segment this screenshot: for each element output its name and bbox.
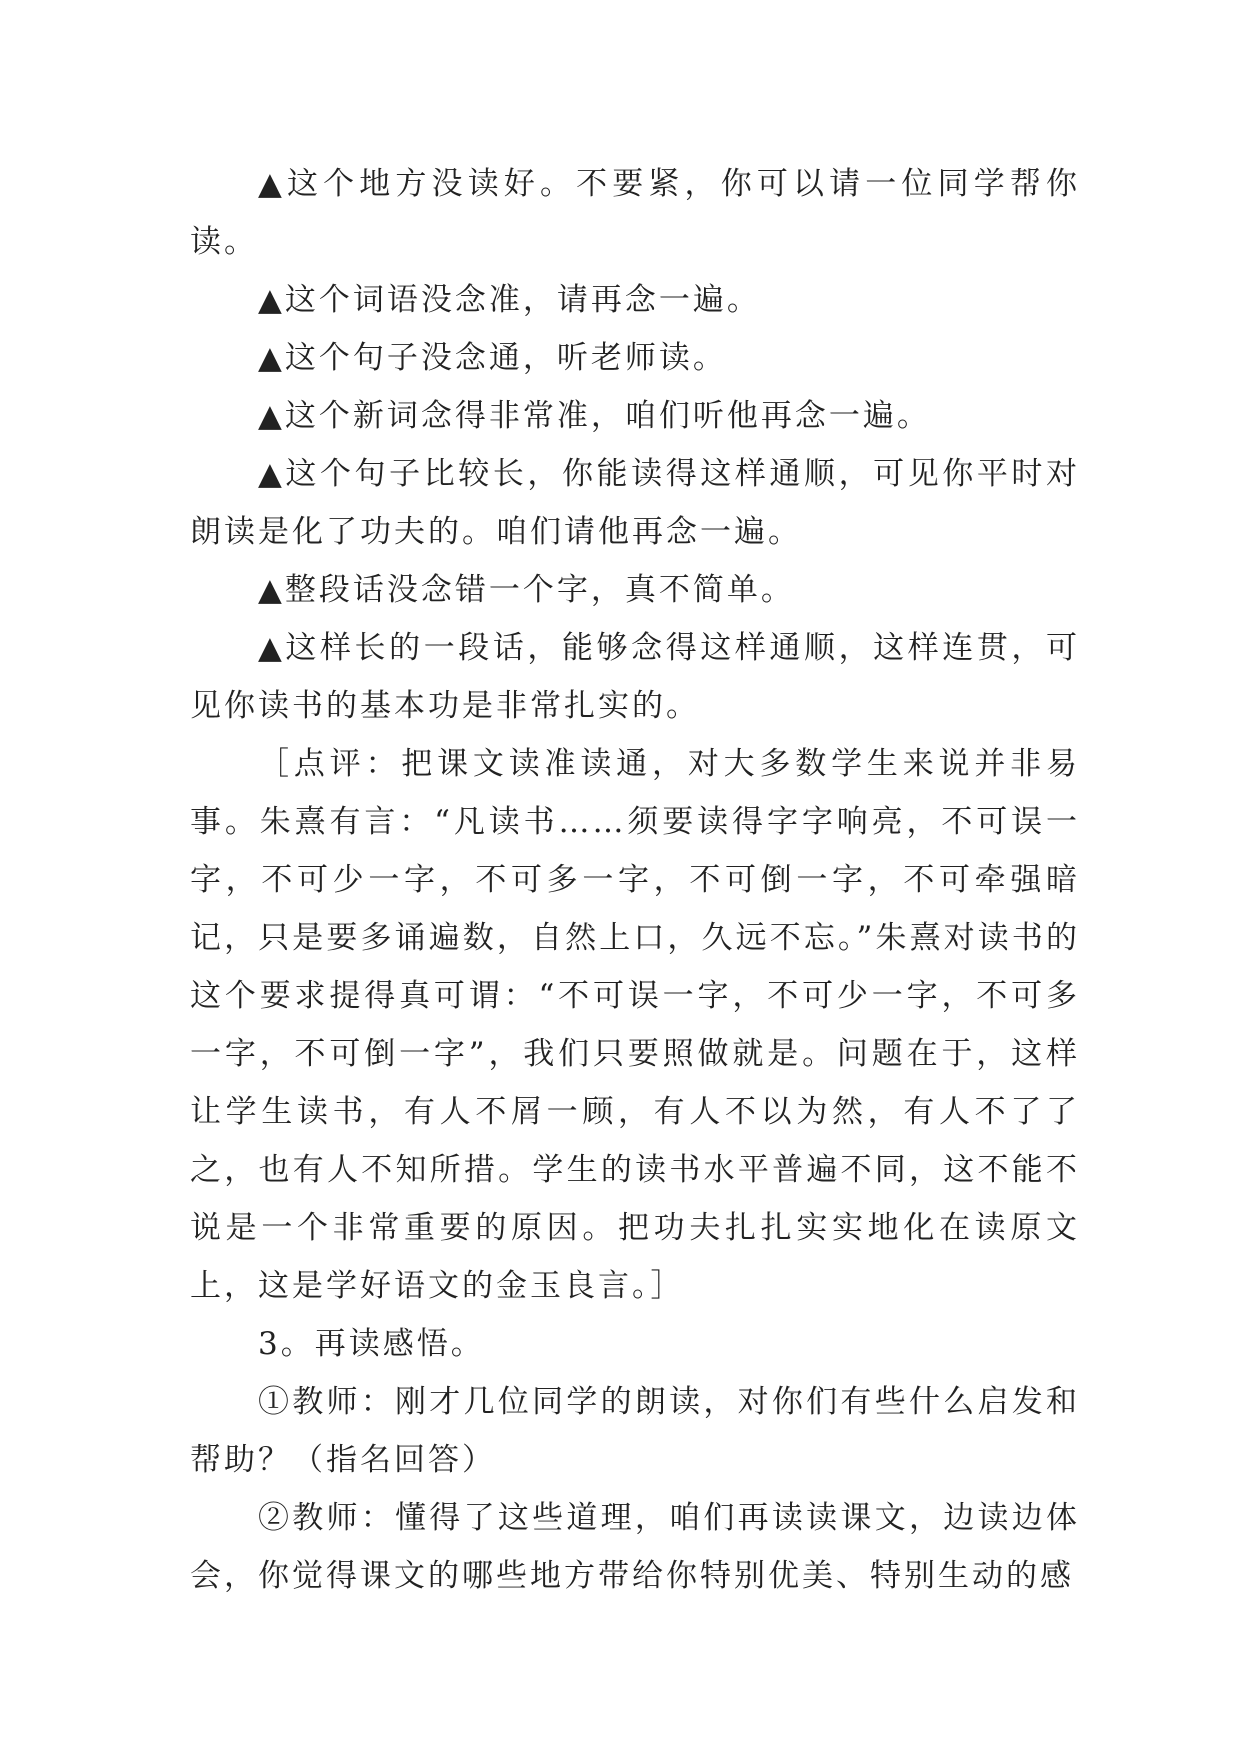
feedback-line-7: ▲这样长的一段话，能够念得这样通顺，这样连贯，可见你读书的基本功是非常扎实的。 [190,630,1080,724]
feedback-line-4: ▲这个新词念得非常准，咱们听他再念一遍。 [258,398,931,434]
feedback-line-6: ▲整段话没念错一个字，真不简单。 [258,572,795,608]
feedback-line-1: ▲这个地方没读好。不要紧，你可以请一位同学帮你读。 [190,166,1080,260]
document-page [190,155,1080,1605]
feedback-line-2: ▲这个词语没念准，请再念一遍。 [258,282,761,318]
teacher-step-1: ①教师：刚才几位同学的朗读，对你们有些什么启发和帮助？（指名回答） [190,1384,1080,1478]
teacher-step-2: ②教师：懂得了这些道理，咱们再读读课文，边读边体会，你觉得课文的哪些地方带给你特别优美、特别生动的感 [190,1500,1080,1594]
feedback-line-3: ▲这个句子没念通，听老师读。 [258,340,727,376]
section-heading: 3。再读感悟。 [258,1326,485,1362]
feedback-line-5: ▲这个句子比较长，你能读得这样通顺，可见你平时对朗读是化了功夫的。咱们请他再念一遍。 [190,456,1080,550]
commentary-paragraph: ［点评：把课文读准读通，对大多数学生来说并非易事。朱熹有言：“凡读书……须要读得字字响亮，不可误一字，不可少一字，不可多一字，不可倒一字，不可牵强暗记，只是要多诵遍数，自然上口，久远不忘。”朱熹对读书的这个要求提得真可谓：“不可误一字，不可少一字，不可多一字，不可倒一字”，我们只要照做就是。问题在于，这样让学生读书，有人不屑一顾，有人不以为然，有人不了了之，也有人不知所措。学生的读书水平普遍不同，这不能不说是一个非常重要的原因。把功夫扎扎实实地化在读原文上，这是学好语文的金玉良言。］ [190,746,1080,1304]
